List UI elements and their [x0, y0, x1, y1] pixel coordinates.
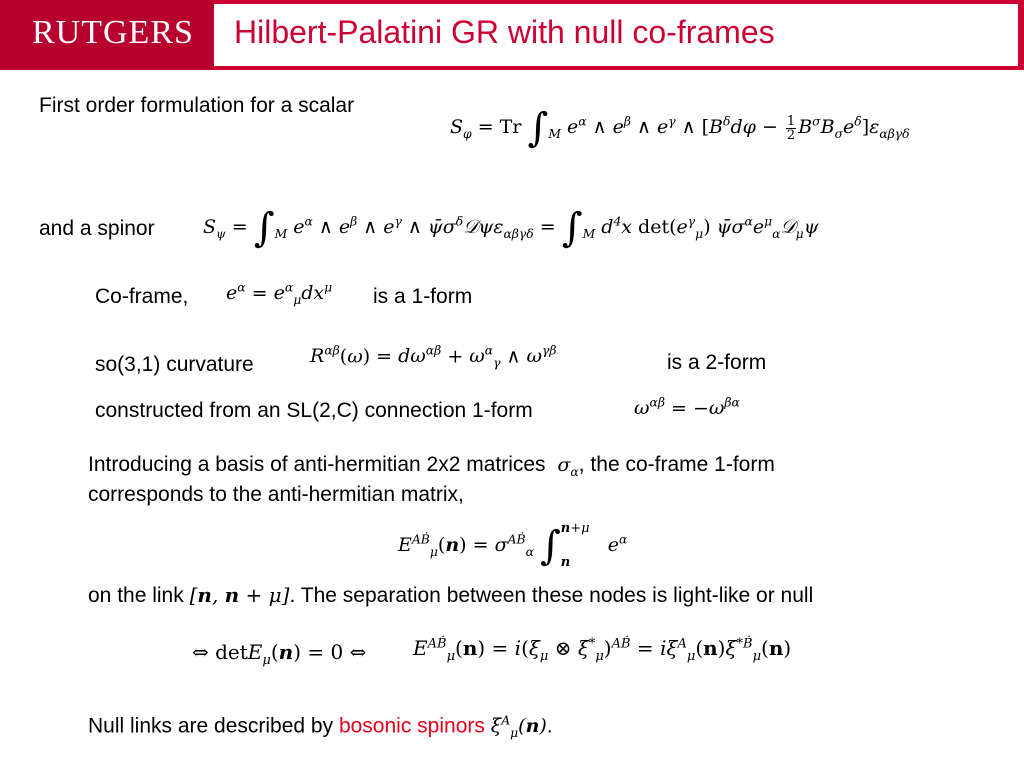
matrix-integral-equation: $E^{AḂ}_\mu(n) = \sigma^{AḂ}_\alpha$ ∫ n+μ n $e^\alpha$	[398, 521, 628, 570]
link-sentence	[88, 583, 813, 608]
link-text-b: . The separation between these nodes is light-like or null	[289, 584, 814, 607]
coframe-label: Co-frame,	[95, 285, 189, 308]
curvature-equation: $R^{\alpha\beta}(\omega) = d\omega^{\alpha\beta} + \omega^\alpha_\gamma$ ∧ $\omega^{\gamma\beta}$	[310, 344, 557, 371]
slide-title: Hilbert-Palatini GR with null co-frames	[234, 14, 775, 50]
null-text-a: Null links are described by	[88, 714, 334, 738]
intro-line-1	[88, 453, 775, 479]
coframe-equation: $e^\alpha = e^\alpha_\mu dx^\mu$	[226, 281, 333, 308]
curvature-label: so(3,1) curvature	[95, 353, 254, 376]
null-text-end: .	[546, 714, 553, 738]
sigma-alpha-symbol: $\sigma_\alpha$	[551, 454, 579, 479]
intro-line-2: corresponds to the anti-hermitian matrix,	[88, 483, 464, 506]
rutgers-logo: RUTGERS	[32, 14, 194, 51]
spinor-action-equation: $S_\psi = \int_M$ $e^\alpha$ ∧ $e^\beta$ ∧ $e^\gamma$ ∧ $\psī\sigma^\delta 𝒟\psi\varepsilon_{\alpha\beta\gamma\delta} = \int_M$ $d^4x$ $\det(e^\gamma_\mu)$ $\psī\sigma^\alpha e^\mu_\alpha 𝒟_\mu\psi$	[203, 205, 819, 251]
curvature-suffix: is a 2-form	[667, 351, 767, 374]
det-condition-equation: ⇔ detE$_\mu$(n) = 0 ⇔	[192, 640, 367, 668]
spinor-label: and a spinor	[39, 217, 155, 240]
null-links-sentence	[88, 714, 553, 740]
null-factorization-equation: $E^{AḂ}_\mu(n) = i(\xi_\mu$ ⊗ $\xi^*_\mu)^{AḂ} = i\xi^A_\mu(n)\xi^{*Ḃ}_\mu(n)$	[413, 636, 792, 664]
xi-spinor-symbol: $\xi^A_\mu(n)$	[490, 714, 547, 741]
connection-label: constructed from an SL(2,C) connection 1-form	[95, 399, 533, 422]
coframe-suffix: is a 1-form	[373, 285, 473, 308]
link-interval: [n, n + μ]	[189, 583, 290, 607]
link-text-a: on the link	[88, 584, 184, 607]
scalar-label: First order formulation for a scalar	[39, 94, 355, 117]
scalar-action-equation: $S_\varphi = Tr$ $\int_M$ $e^\alpha$ ∧ $e^\beta$ ∧ $e^\gamma$ ∧ [$B^\delta d\varphi$ − $\frac{1}{2}$ $B^\sigma B_\sigma e^\delta]\varepsilon_{\alpha\beta\gamma\delta}$	[450, 105, 910, 151]
intro-text-b: , the co-frame 1-form	[578, 453, 775, 476]
intro-text-a: Introducing a basis of anti-hermitian 2x2 matrices	[88, 453, 546, 476]
connection-equation: $\omega^{\alpha\beta} = -\omega^{\beta\alpha}$	[634, 396, 740, 420]
bosonic-spinors-highlight: bosonic spinors	[338, 714, 485, 738]
